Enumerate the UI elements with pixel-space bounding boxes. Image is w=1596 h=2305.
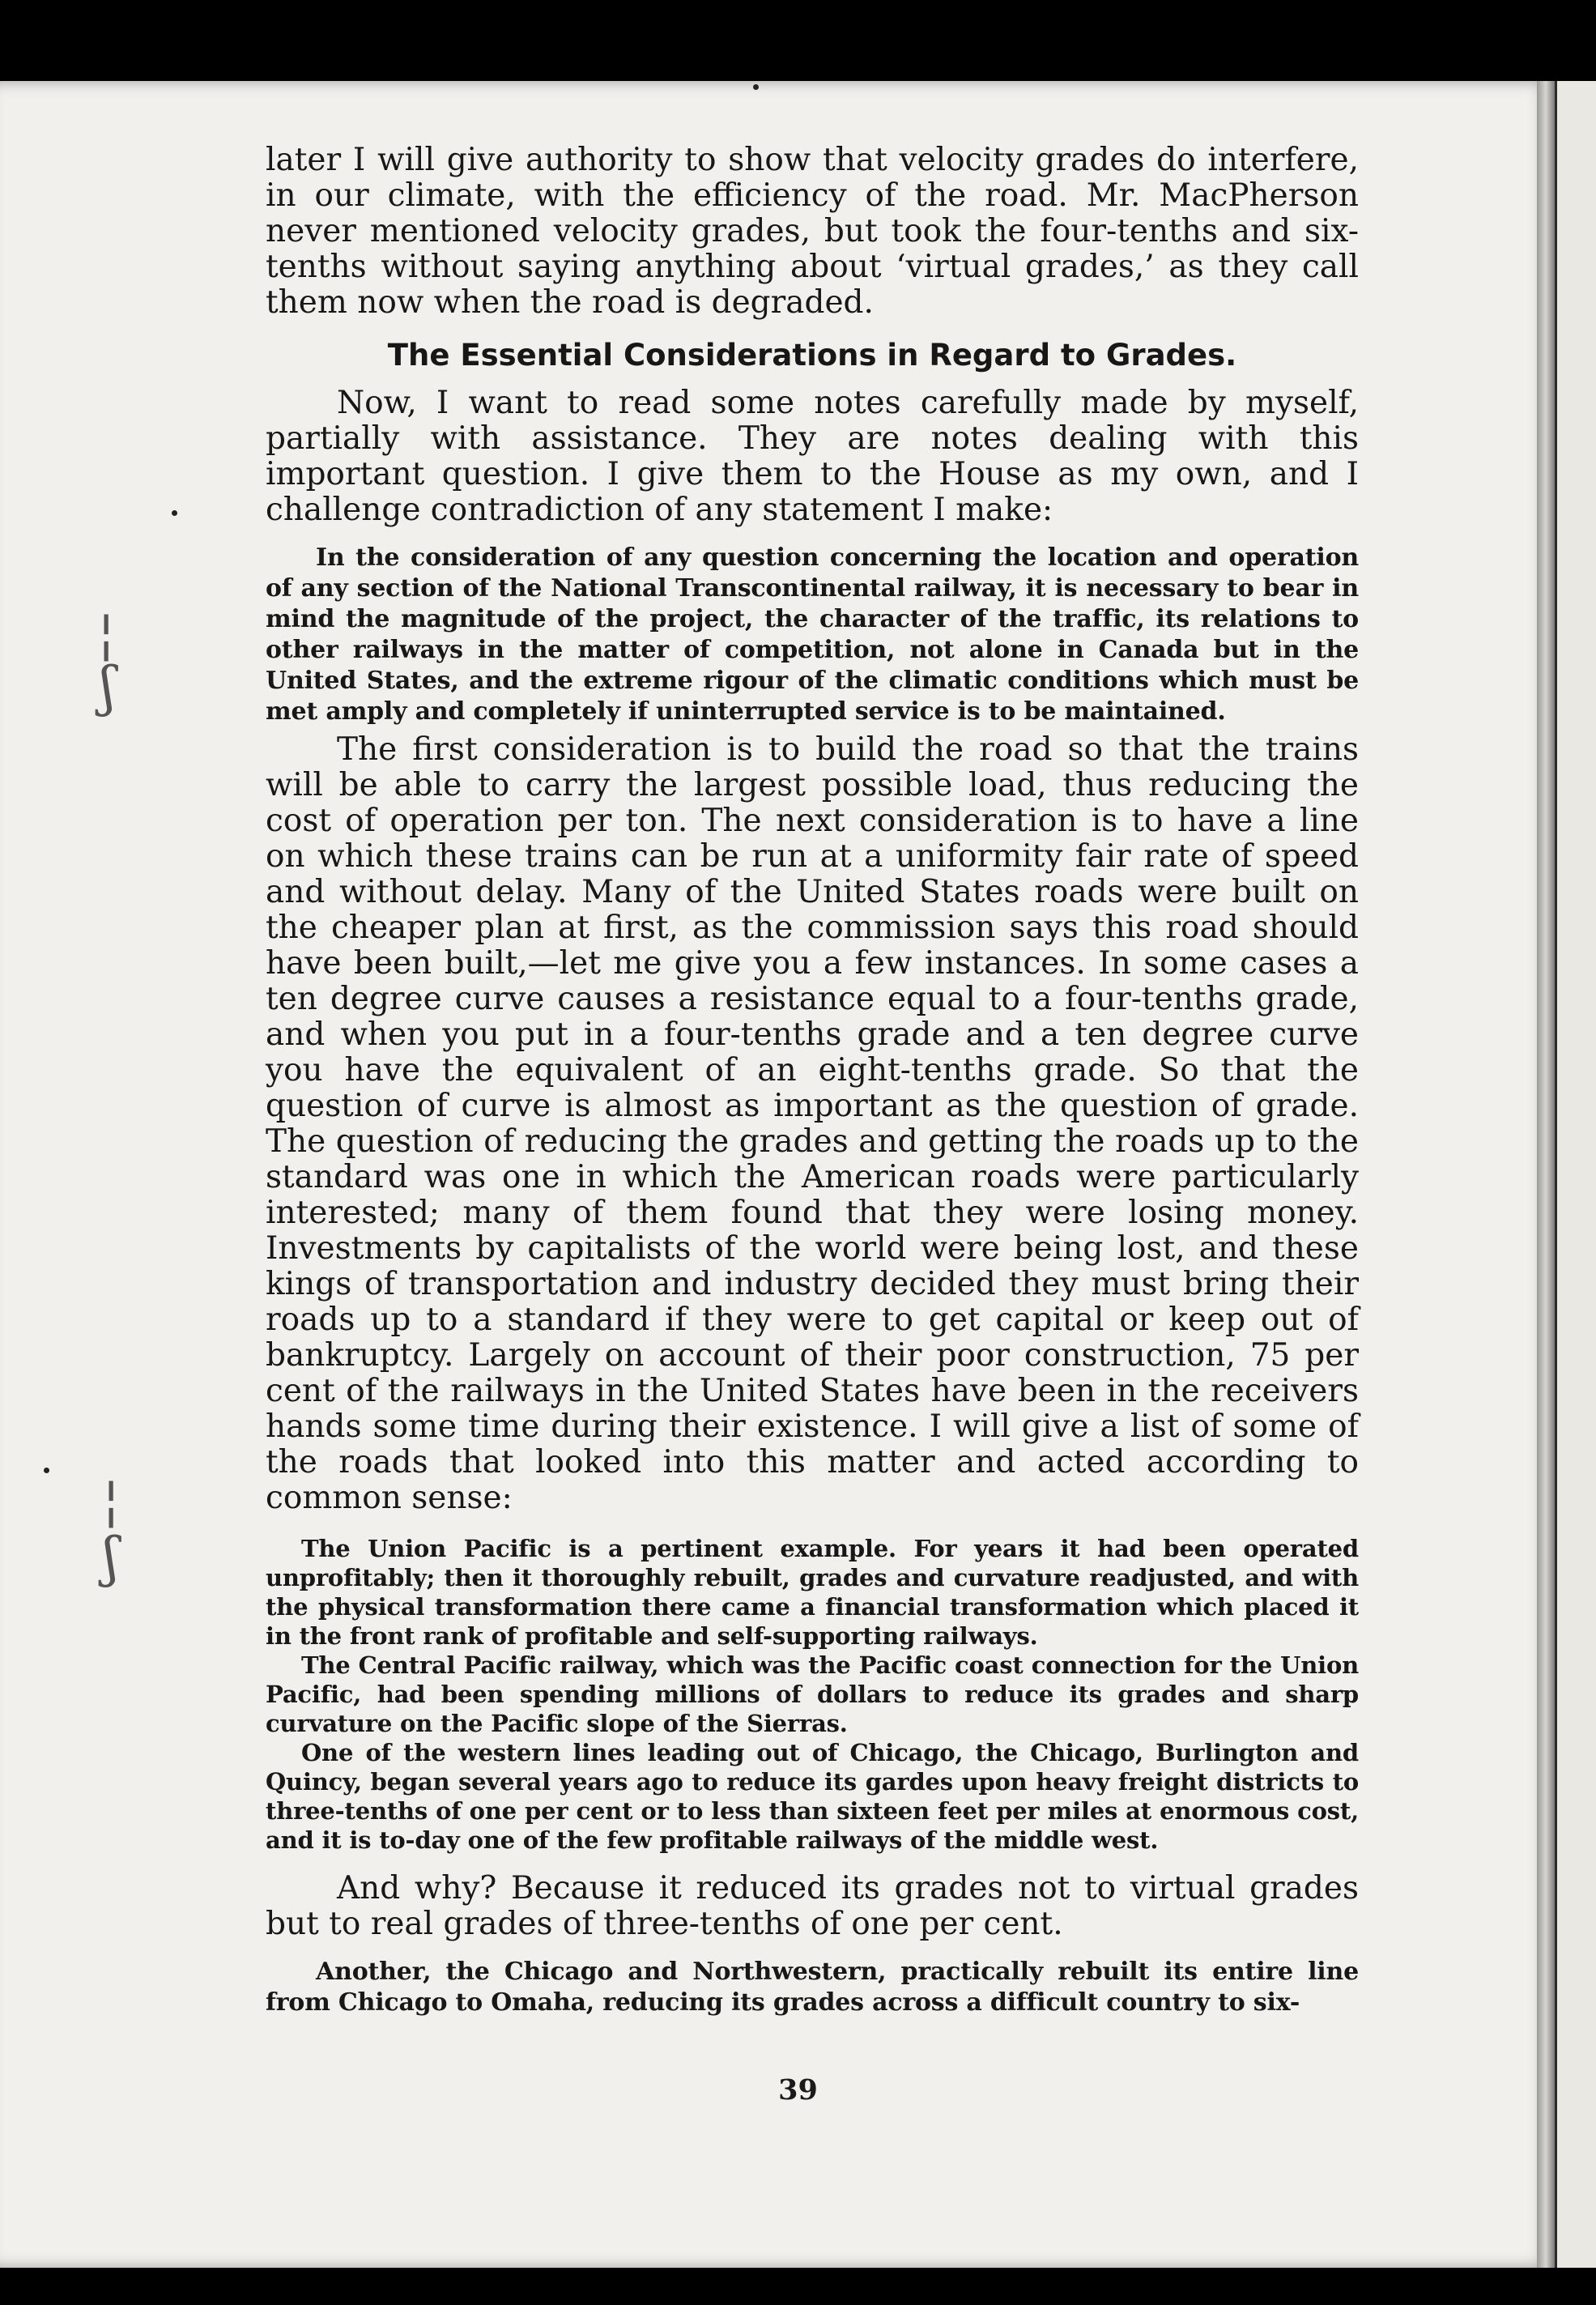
margin-mark: ¦ — [102, 1469, 121, 1532]
page-number: 39 — [778, 2073, 818, 2107]
why-paragraph: And why? Because it reduced its grades not to virtual grades but to real grades of three-tenths of one per cent. — [266, 1870, 1359, 1942]
scan-speck — [44, 1468, 49, 1473]
margin-mark: ¦ — [97, 603, 116, 665]
page-edge — [1537, 81, 1555, 2268]
example-chicago-burlington-quincy: One of the western lines leading out of Chicago, the Chicago, Burlington and Quincy, began several years ago to reduce its gardes upon heavy freight districts to three-tenths of one per cent or to less than sixteen feet per miles at enormous cost, and it is to-day one of the few profitable railways of the middle west. — [266, 1739, 1359, 1854]
scan-bottom-band — [0, 2268, 1596, 2305]
example-list — [266, 1534, 1359, 1855]
scan-speck — [172, 510, 177, 516]
opening-paragraph: later I will give authority to show that velocity grades do interfere, in our climate, with the efficiency of the road. Mr. MacPherson never mentioned velocity grades, but took the four-tenths and six-tenths without saying anything about ‘virtual grades,’ as they call them now when the road is degraded. — [266, 142, 1359, 321]
margin-mark: ʃ — [100, 655, 115, 718]
quoted-notes: In the consideration of any question concerning the location and operation of any section of the National Transcontinental railway, it is necessary to bear in mind the magnitude of the project, the character of the traffic, its relations to other railways in the matter of competition, not alone in Canada but in the United States, and the extreme rigour of the climatic conditions which must be met amply and completely if uninterrupted service is to be maintained. — [266, 543, 1359, 726]
scan-speck — [753, 84, 759, 90]
scan-right-border — [1555, 81, 1596, 2268]
example-central-pacific: The Central Pacific railway, which was the Pacific coast connection for the Union Pacific, had been spending millions of dollars to reduce its grades and sharp curvature on the Pacific slope of the Sierras. — [266, 1651, 1359, 1737]
example-union-pacific: The Union Pacific is a pertinent example. For years it had been operated unprofitably; then it thoroughly rebuilt, grades and curvature readjusted, and with the physical transformation there came a financial transformation which placed it in the front rank of profitable and self-supporting railways. — [266, 1535, 1359, 1650]
section-heading: The Essential Considerations in Regard to Grades. — [387, 338, 1237, 373]
margin-mark: ʃ — [104, 1526, 118, 1588]
closing-paragraph: Another, the Chicago and Northwestern, practically rebuilt its entire line from Chicago to Omaha, reducing its grades across a difficult country to six- — [266, 1958, 1359, 2017]
intro-paragraph: Now, I want to read some notes carefully made by myself, partially with assistance. They are notes dealing with this important question. I give them to the House as my own, and I challenge contradiction of any statement I make: — [266, 385, 1359, 528]
main-paragraph: The first consideration is to build the road so that the trains will be able to carry the largest possible load, thus reducing the cost of operation per ton. The next consideration is to have a line on which these trains can be run at a uniformity fair rate of speed and without delay. Many of the United States roads were built on the cheaper plan at first, as the commission says this road should have been built,—let me give you a few instances. In some cases a ten degree curve causes a resistance equal to a four-tenths grade, and when you put in a four-tenths grade and a ten degree curve you have the equivalent of an eight-tenths grade. So that the question of curve is almost as important as the question of grade. The question of reducing the grades and getting the roads up to the standard was one in which the American roads were particularly interested; many of them found that they were losing money. Investments by capitalists of the world were being lost, and these kings of transportation and industry decided they must bring their roads up to a standard if they were to get capital or keep out of bankruptcy. Largely on account of their poor construction, 75 per cent of the railways in the United States have been in the receivers hands some time during their existence. I will give a list of some of the roads that looked into this matter and acted according to common sense: — [266, 731, 1359, 1516]
page-content — [266, 143, 1359, 2023]
